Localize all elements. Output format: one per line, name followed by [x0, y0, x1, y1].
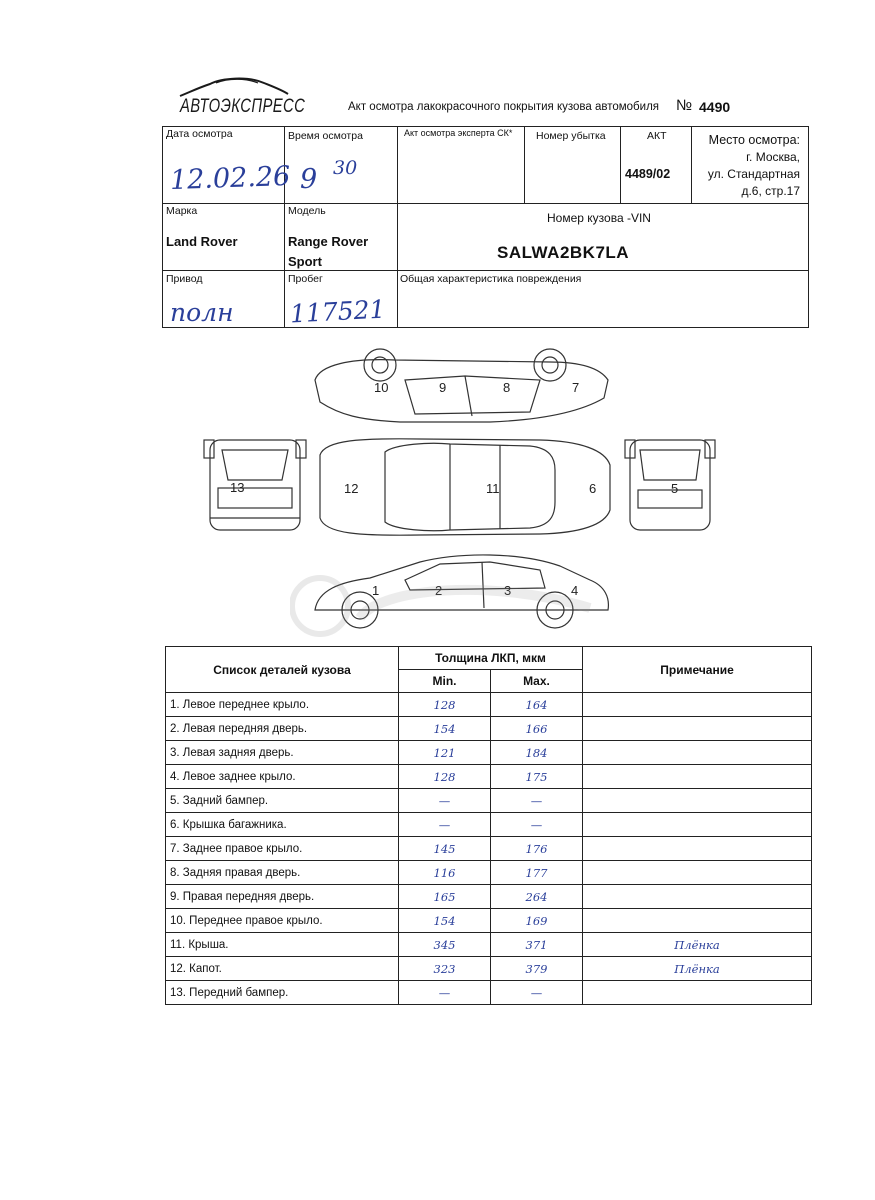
note-value: [583, 837, 812, 861]
table-row: [166, 693, 812, 717]
header-parts: Список деталей кузова: [166, 647, 399, 693]
act-label: АКТ: [647, 130, 667, 142]
diagram-label-1: 1: [372, 583, 380, 598]
diagram-label-3: 3: [504, 583, 512, 598]
diagram-label-8: 8: [503, 380, 511, 395]
part-name: 5. Задний бампер.: [166, 789, 399, 813]
car-rear-view: [625, 440, 715, 530]
min-value: 145: [399, 837, 491, 861]
damage-label: Общая характеристика повреждения: [400, 273, 582, 285]
place-city: г. Москва,: [746, 150, 800, 164]
document-number: 4490: [699, 99, 731, 115]
table-row: [166, 717, 812, 741]
part-name: 3. Левая задняя дверь.: [166, 741, 399, 765]
note-value: [583, 717, 812, 741]
part-name: 10. Переднее правое крыло.: [166, 909, 399, 933]
note-value: [583, 741, 812, 765]
header-max: Max.: [491, 670, 583, 693]
min-value: —: [399, 813, 491, 837]
note-value: Плёнка: [583, 933, 812, 957]
part-name: 6. Крышка багажника.: [166, 813, 399, 837]
car-left-side-view: [315, 555, 608, 628]
min-value: 154: [399, 909, 491, 933]
diagram-label-11: 11: [486, 481, 500, 496]
date-value: 12.02.26: [169, 160, 291, 197]
expert-label: Акт осмотра эксперта СК*: [404, 128, 513, 138]
min-value: 323: [399, 957, 491, 981]
part-name: 12. Капот.: [166, 957, 399, 981]
min-value: 165: [399, 885, 491, 909]
min-value: 128: [399, 693, 491, 717]
note-value: [583, 885, 812, 909]
table-row: [166, 765, 812, 789]
min-value: 128: [399, 765, 491, 789]
note-value: [583, 693, 812, 717]
parts-table: [165, 646, 812, 1005]
min-value: 154: [399, 717, 491, 741]
max-value: 264: [491, 885, 583, 909]
table-header-row: [166, 647, 812, 670]
place-street: ул. Стандартная: [707, 167, 800, 181]
max-value: 379: [491, 957, 583, 981]
table-row: [166, 837, 812, 861]
min-value: 345: [399, 933, 491, 957]
act-value: 4489/02: [625, 167, 671, 181]
place-building: д.6, стр.17: [741, 184, 800, 198]
car-front-view: [204, 440, 306, 530]
make-value: Land Rover: [166, 234, 238, 249]
drive-value: полн: [170, 298, 234, 327]
part-name: 2. Левая передняя дверь.: [166, 717, 399, 741]
make-label: Марка: [166, 205, 198, 217]
max-value: 169: [491, 909, 583, 933]
part-name: 9. Правая передняя дверь.: [166, 885, 399, 909]
time-label: Время осмотра: [288, 130, 363, 142]
table-row: [166, 741, 812, 765]
part-name: 1. Левое переднее крыло.: [166, 693, 399, 717]
table-row: [166, 981, 812, 1005]
model-value-line1: Range Rover: [288, 234, 369, 249]
diagram-label-4: 4: [571, 583, 579, 598]
document-title: Акт осмотра лакокрасочного покрытия кузова автомобиля: [348, 101, 660, 113]
table-row: [166, 885, 812, 909]
diagram-label-6: 6: [589, 481, 597, 496]
diagram-label-13: 13: [230, 480, 245, 495]
max-value: 175: [491, 765, 583, 789]
car-right-side-view: [315, 349, 608, 422]
part-name: 4. Левое заднее крыло.: [166, 765, 399, 789]
mileage-value: 117521: [289, 294, 387, 329]
time-hour: 9: [300, 164, 318, 195]
part-name: 7. Заднее правое крыло.: [166, 837, 399, 861]
car-diagram: [200, 340, 720, 640]
table-row: [166, 957, 812, 981]
place-block: [694, 132, 800, 200]
part-name: 8. Задняя правая дверь.: [166, 861, 399, 885]
min-value: 116: [399, 861, 491, 885]
loss-label: Номер убытка: [536, 130, 606, 142]
max-value: 176: [491, 837, 583, 861]
table-row: [166, 933, 812, 957]
max-value: 166: [491, 717, 583, 741]
table-row: [166, 813, 812, 837]
max-value: —: [491, 789, 583, 813]
note-value: [583, 765, 812, 789]
header-min: Min.: [399, 670, 491, 693]
header-thickness: Толщина ЛКП, мкм: [399, 647, 583, 670]
note-value: [583, 789, 812, 813]
header-note: Примечание: [583, 647, 812, 693]
table-row: [166, 789, 812, 813]
note-value: [583, 861, 812, 885]
time-minutes: 30: [333, 157, 358, 179]
min-value: —: [399, 981, 491, 1005]
mileage-label: Пробег: [288, 273, 323, 285]
note-value: Плёнка: [583, 957, 812, 981]
number-sign: №: [676, 97, 693, 114]
drive-label: Привод: [166, 273, 203, 285]
max-value: 371: [491, 933, 583, 957]
model-value-line2: Sport: [288, 254, 322, 269]
diagram-label-5: 5: [671, 481, 679, 496]
vin-label: Номер кузова -VIN: [547, 211, 651, 225]
note-value: [583, 813, 812, 837]
vin-value: SALWA2BK7LA: [497, 243, 630, 262]
date-label: Дата осмотра: [166, 128, 233, 140]
max-value: 164: [491, 693, 583, 717]
diagram-label-7: 7: [572, 380, 580, 395]
part-name: 11. Крыша.: [166, 933, 399, 957]
diagram-label-12: 12: [344, 481, 359, 496]
max-value: —: [491, 813, 583, 837]
max-value: —: [491, 981, 583, 1005]
logo-text: АВТОЭКСПРЕСС: [180, 96, 306, 117]
table-row: [166, 909, 812, 933]
min-value: 121: [399, 741, 491, 765]
note-value: [583, 909, 812, 933]
diagram-label-2: 2: [435, 583, 443, 598]
diagram-label-10: 10: [374, 380, 389, 395]
max-value: 177: [491, 861, 583, 885]
part-name: 13. Передний бампер.: [166, 981, 399, 1005]
table-row: [166, 861, 812, 885]
min-value: —: [399, 789, 491, 813]
note-value: [583, 981, 812, 1005]
car-top-view: [320, 439, 610, 535]
model-label: Модель: [288, 205, 326, 217]
max-value: 184: [491, 741, 583, 765]
place-label: Место осмотра:: [708, 133, 800, 147]
diagram-label-9: 9: [439, 380, 447, 395]
